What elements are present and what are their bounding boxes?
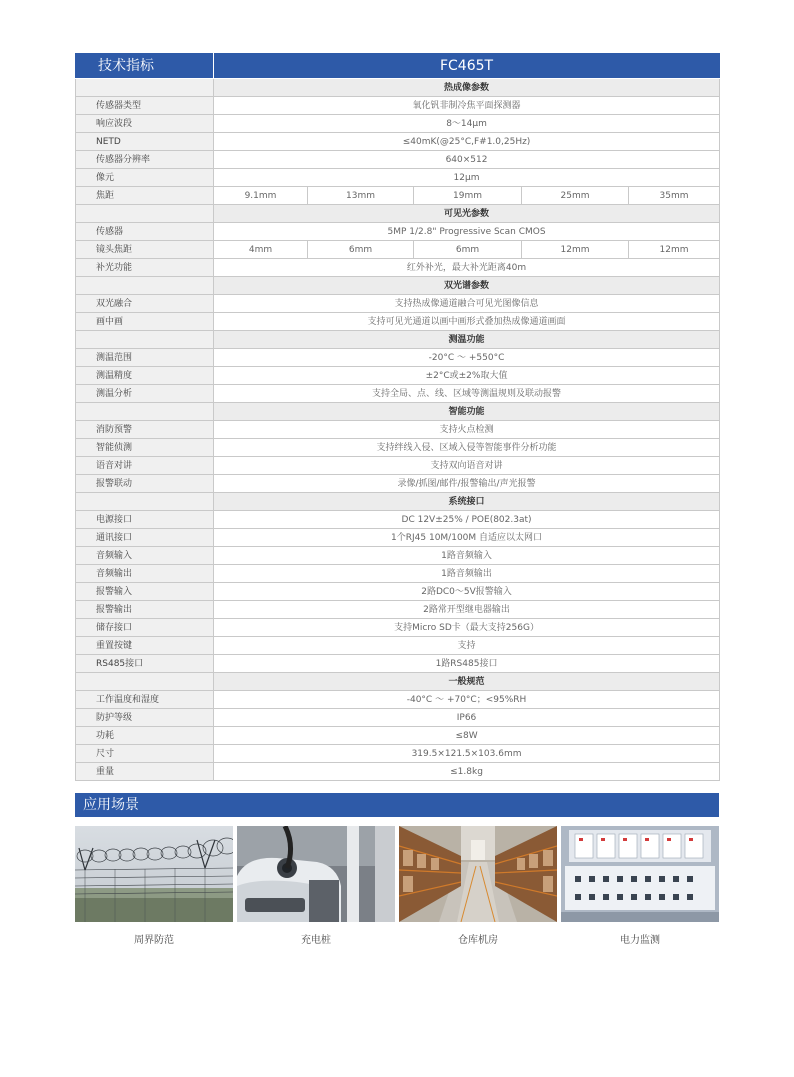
spec-row (76, 475, 720, 493)
scene-caption: 电力监测 (620, 935, 660, 946)
section-title: 可见光参数 (214, 205, 720, 223)
spec-label: 响应波段 (76, 115, 214, 133)
spec-row (76, 169, 720, 187)
spec-label: 尺寸 (76, 745, 214, 763)
spec-row (76, 547, 720, 565)
spec-label: 音频输入 (76, 547, 214, 565)
section-header-row (76, 205, 720, 223)
spec-row (76, 133, 720, 151)
spec-header-model: FC465T (214, 54, 720, 79)
spec-value: 640×512 (214, 151, 720, 169)
section-title: 系统接口 (214, 493, 720, 511)
spec-row (76, 763, 720, 781)
spec-label: 传感器 (76, 223, 214, 241)
spec-label: 测温分析 (76, 385, 214, 403)
spec-label: 报警输入 (76, 583, 214, 601)
spec-label: 消防预警 (76, 421, 214, 439)
spec-row (76, 727, 720, 745)
section-title: 双光谱参数 (214, 277, 720, 295)
spec-row (76, 655, 720, 673)
spec-value: DC 12V±25% / POE(802.3at) (214, 511, 720, 529)
spec-value: 支持 (214, 637, 720, 655)
spec-row (76, 187, 720, 205)
scene-caption: 仓库机房 (458, 935, 498, 946)
spec-value: 9.1mm (214, 187, 308, 205)
spec-label: 补光功能 (76, 259, 214, 277)
spec-row (76, 511, 720, 529)
section-header-row (76, 331, 720, 349)
ev-charger-photo (237, 826, 395, 922)
spec-value: 12mm (522, 241, 629, 259)
spec-table (75, 53, 720, 781)
section-header-blank (76, 205, 214, 223)
spec-value: 支持全局、点、线、区域等测温规则及联动报警 (214, 385, 720, 403)
spec-value: 8～14μm (214, 115, 720, 133)
section-title: 测温功能 (214, 331, 720, 349)
spec-row (76, 457, 720, 475)
spec-label: 画中画 (76, 313, 214, 331)
spec-row (76, 97, 720, 115)
spec-label: 防护等级 (76, 709, 214, 727)
spec-value: 支持可见光通道以画中画形式叠加热成像通道画面 (214, 313, 720, 331)
section-title: 热成像参数 (214, 79, 720, 97)
spec-row (76, 529, 720, 547)
spec-value: 319.5×121.5×103.6mm (214, 745, 720, 763)
spec-value: ±2°C或±2%取大值 (214, 367, 720, 385)
spec-label: 传感器类型 (76, 97, 214, 115)
section-header-row (76, 673, 720, 691)
spec-label: 电源接口 (76, 511, 214, 529)
spec-label: 焦距 (76, 187, 214, 205)
spec-value: 13mm (308, 187, 414, 205)
section-title: 一般规范 (214, 673, 720, 691)
spec-value: 2路DC0～5V报警输入 (214, 583, 720, 601)
spec-label: 工作温度和湿度 (76, 691, 214, 709)
spec-row (76, 385, 720, 403)
spec-value: 支持绊线入侵、区域入侵等智能事件分析功能 (214, 439, 720, 457)
spec-value: -20°C ～ +550°C (214, 349, 720, 367)
spec-value: 1路音频输出 (214, 565, 720, 583)
spec-value: 支持双向语音对讲 (214, 457, 720, 475)
spec-row (76, 349, 720, 367)
spec-value: 1路音频输入 (214, 547, 720, 565)
scene-warehouse (399, 826, 557, 946)
spec-value: 支持Micro SD卡（最大支持256G） (214, 619, 720, 637)
spec-label: 报警联动 (76, 475, 214, 493)
spec-label: 智能侦测 (76, 439, 214, 457)
spec-value: 12mm (629, 241, 720, 259)
spec-row (76, 223, 720, 241)
spec-row (76, 421, 720, 439)
spec-value: 19mm (414, 187, 522, 205)
spec-label: 重量 (76, 763, 214, 781)
spec-row (76, 439, 720, 457)
spec-label: 语音对讲 (76, 457, 214, 475)
applications-title-bar (75, 793, 719, 817)
spec-label: 功耗 (76, 727, 214, 745)
spec-value: 2路常开型继电器输出 (214, 601, 720, 619)
spec-value: 6mm (414, 241, 522, 259)
spec-label: 音频输出 (76, 565, 214, 583)
spec-value: 6mm (308, 241, 414, 259)
power-breaker-photo (561, 826, 719, 922)
spec-label: 镜头焦距 (76, 241, 214, 259)
spec-row (76, 151, 720, 169)
warehouse-photo (399, 826, 557, 922)
applications-title: 应用场景 (83, 797, 139, 813)
spec-value: 25mm (522, 187, 629, 205)
spec-label: 重置按键 (76, 637, 214, 655)
section-header-blank (76, 493, 214, 511)
spec-value: 1路RS485接口 (214, 655, 720, 673)
spec-row (76, 745, 720, 763)
section-header-row (76, 79, 720, 97)
spec-row (76, 115, 720, 133)
spec-value: 12μm (214, 169, 720, 187)
spec-row (76, 619, 720, 637)
spec-row (76, 367, 720, 385)
spec-label: NETD (76, 133, 214, 151)
spec-value: 支持火点检测 (214, 421, 720, 439)
spec-header-label: 技术指标 (76, 54, 214, 79)
spec-row (76, 313, 720, 331)
section-header-blank (76, 673, 214, 691)
section-header-blank (76, 277, 214, 295)
scene-ev-charger (237, 826, 395, 946)
spec-value: 录像/抓图/邮件/报警输出/声光报警 (214, 475, 720, 493)
scene-perimeter (75, 826, 233, 946)
spec-value: 35mm (629, 187, 720, 205)
section-header-row (76, 493, 720, 511)
spec-row (76, 637, 720, 655)
section-header-blank (76, 331, 214, 349)
scene-caption: 周界防范 (134, 935, 174, 946)
spec-value: 红外补光，最大补光距离40m (214, 259, 720, 277)
spec-label: RS485接口 (76, 655, 214, 673)
spec-value: 氧化钒非制冷焦平面探测器 (214, 97, 720, 115)
section-header-row (76, 403, 720, 421)
spec-row (76, 295, 720, 313)
spec-value: ≤1.8kg (214, 763, 720, 781)
spec-row (76, 259, 720, 277)
section-title: 智能功能 (214, 403, 720, 421)
spec-label: 传感器分辨率 (76, 151, 214, 169)
spec-label: 测温精度 (76, 367, 214, 385)
section-header-row (76, 277, 720, 295)
spec-value: 1个RJ45 10M/100M 自适应以太网口 (214, 529, 720, 547)
spec-row (76, 565, 720, 583)
spec-row (76, 709, 720, 727)
spec-label: 报警输出 (76, 601, 214, 619)
spec-value: IP66 (214, 709, 720, 727)
spec-row (76, 691, 720, 709)
spec-value: -40°C ～ +70°C；<95%RH (214, 691, 720, 709)
scene-power (561, 826, 719, 946)
spec-value: ≤40mK(@25°C,F#1.0,25Hz) (214, 133, 720, 151)
spec-value: 4mm (214, 241, 308, 259)
spec-value: ≤8W (214, 727, 720, 745)
spec-value: 5MP 1/2.8" Progressive Scan CMOS (214, 223, 720, 241)
spec-label: 储存接口 (76, 619, 214, 637)
spec-row (76, 601, 720, 619)
section-header-blank (76, 403, 214, 421)
scene-caption: 充电桩 (301, 935, 331, 946)
spec-header-row (76, 54, 720, 79)
spec-row (76, 583, 720, 601)
spec-label: 测温范围 (76, 349, 214, 367)
spec-value: 支持热成像通道融合可见光图像信息 (214, 295, 720, 313)
perimeter-fence-photo (75, 826, 233, 922)
spec-label: 双光融合 (76, 295, 214, 313)
section-header-blank (76, 79, 214, 97)
spec-row (76, 241, 720, 259)
spec-label: 通讯接口 (76, 529, 214, 547)
spec-label: 像元 (76, 169, 214, 187)
